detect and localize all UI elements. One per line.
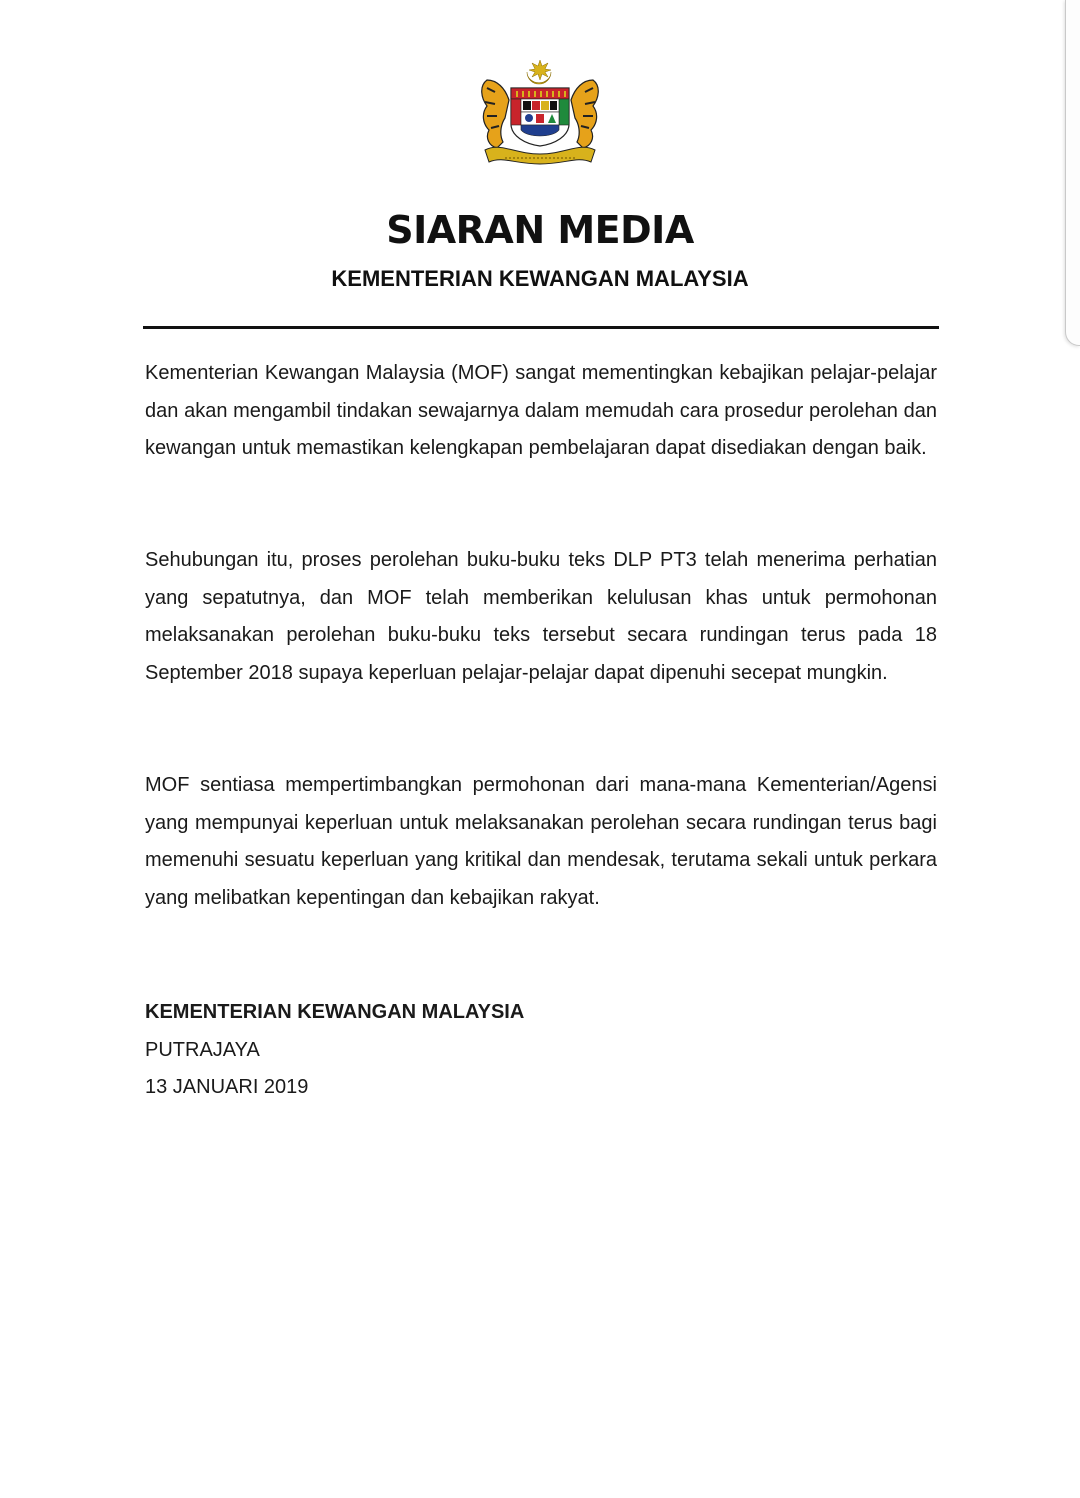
body-paragraph: Sehubungan itu, proses perolehan buku-buku teks DLP PT3 telah menerima perhatian yang sepatutnya, dan MOF telah memberikan kelulusan khas untuk permohonan melaksanakan perolehan buku-buku teks tersebut secara rundingan terus pada 18 September 2018 supaya keperluan pelajar-pelajar dapat dipenuhi secepat mungkin. [145, 549, 937, 684]
body-paragraph: MOF sentiasa mempertimbangkan permohonan dari mana-mana Kementerian/Agensi yang mempunyai keperluan untuk melaksanakan perolehan secara rundingan terus bagi memenuhi sesuatu keperluan yang kritikal dan mendesak, terutama sekali untuk perkara yang melibatkan kepentingan dan kebajikan rakyat. [145, 774, 937, 909]
signature-organization: KEMENTERIAN KEWANGAN MALAYSIA [145, 1001, 525, 1023]
body-paragraph: Kementerian Kewangan Malaysia (MOF) sangat mementingkan kebajikan pelajar-pelajar dan akan mengambil tindakan sewajarnya dalam memudah cara prosedur perolehan dan kewangan untuk memastikan kelengkapan pembelajaran dapat disediakan dengan baik. [145, 362, 937, 459]
signature-block [145, 994, 524, 1107]
page-subtitle: KEMENTERIAN KEWANGAN MALAYSIA [331, 266, 749, 291]
malaysia-coat-of-arms-icon [465, 58, 615, 168]
header-divider [143, 326, 939, 329]
signature-place: PUTRAJAYA [145, 1038, 260, 1061]
page-title: SIARAN MEDIA [386, 208, 694, 252]
signature-date: 13 JANUARI 2019 [145, 1076, 309, 1098]
side-panel-handle[interactable] [1065, 0, 1080, 346]
